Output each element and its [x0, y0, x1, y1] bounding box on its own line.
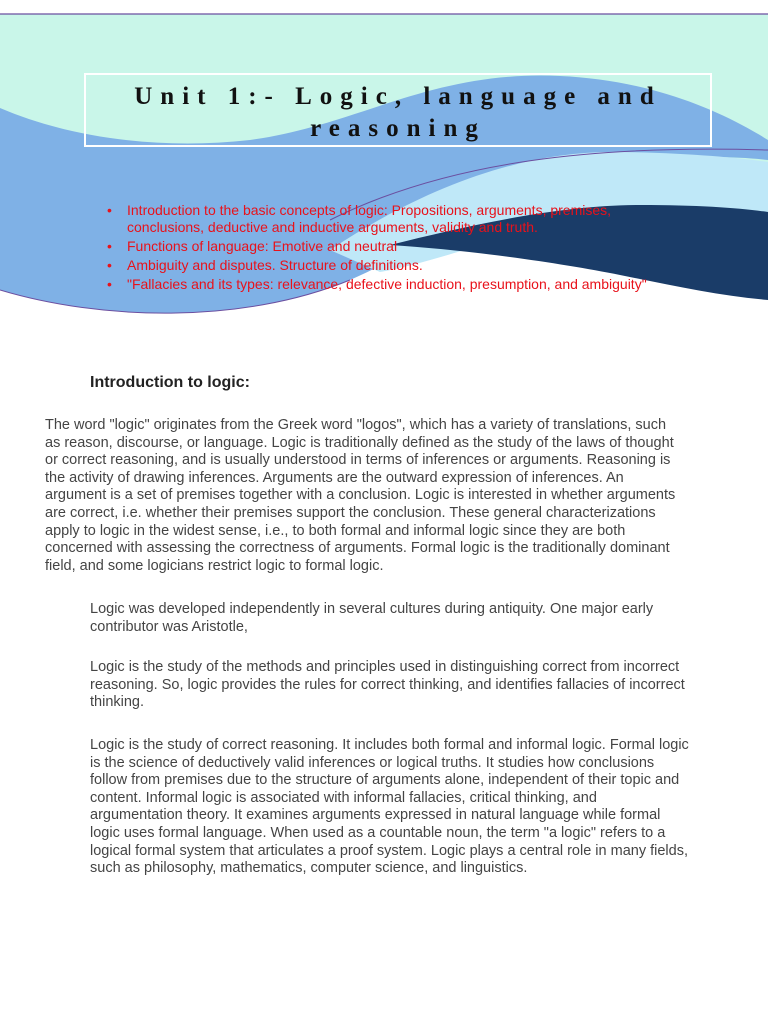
objective-item	[105, 276, 665, 293]
objective-text: Functions of language: Emotive and neutral	[127, 238, 398, 254]
body-paragraph: Logic was developed independently in several cultures during antiquity. One major early contributor was Aristotle,	[90, 601, 654, 635]
objective-text: Ambiguity and disputes. Structure of definitions.	[127, 257, 423, 273]
page-title	[86, 81, 710, 145]
bullet-icon: •	[107, 276, 112, 292]
title-line-1: Unit 1:- Logic, language and	[134, 83, 662, 110]
objective-item	[105, 257, 665, 274]
title-line-2: reasoning	[310, 115, 486, 142]
objective-text: Introduction to the basic concepts of logic: Propositions, arguments, premises, conclusions, deductive and inductive arguments, validity and truth.	[127, 202, 612, 235]
objective-text: "Fallacies and its types: relevance, defective induction, presumption, and ambiguity"	[127, 276, 647, 292]
section-heading: Introduction to logic:	[90, 374, 250, 391]
title-box	[84, 73, 712, 147]
body-paragraph: Logic is the study of the methods and principles used in distinguishing correct from incorrect reasoning. So, logic provides the rules for correct thinking, and identifies fallacies of incorrect thinking.	[90, 659, 685, 711]
objective-item	[105, 202, 665, 236]
body-paragraph: Logic is the study of correct reasoning. It includes both formal and informal logic. Formal logic is the science of deductively valid inferences or logical truths. It studies how conclusions follow from premises due to the structure of arguments alone, independent of their topic and content. Informal logic is associated with informal fallacies, critical thinking, and argumentation theory. It examines arguments expressed in natural language while formal logic uses formal language. When used as a countable noun, the term "a logic" refers to a logical formal system that articulates a proof system. Logic plays a central role in many fields, such as philosophy, mathematics, computer science, and linguistics.	[90, 737, 689, 877]
bullet-icon: •	[107, 238, 112, 254]
bullet-icon: •	[107, 257, 112, 273]
bullet-icon: •	[107, 202, 112, 218]
body-paragraph: The word "logic" originates from the Greek word "logos", which has a variety of translations, such as reason, discourse, or language. Logic is traditionally defined as the study of the laws of thought or correct reasoning, and is usually understood in terms of inferences or arguments. Reasoning is the activity of drawing inferences. Arguments are the outward expression of inferences. An argument is a set of premises together with a conclusion. Logic is interested in whether arguments are correct, i.e. whether their premises support the conclusion. These general characterizations apply to logic in the widest sense, i.e., to both formal and informal logic since they are both concerned with assessing the correctness of arguments. Formal logic is the traditionally dominant field, and some logicians restrict logic to formal logic.	[45, 417, 676, 574]
objectives-list	[105, 202, 665, 295]
objective-item	[105, 238, 665, 255]
